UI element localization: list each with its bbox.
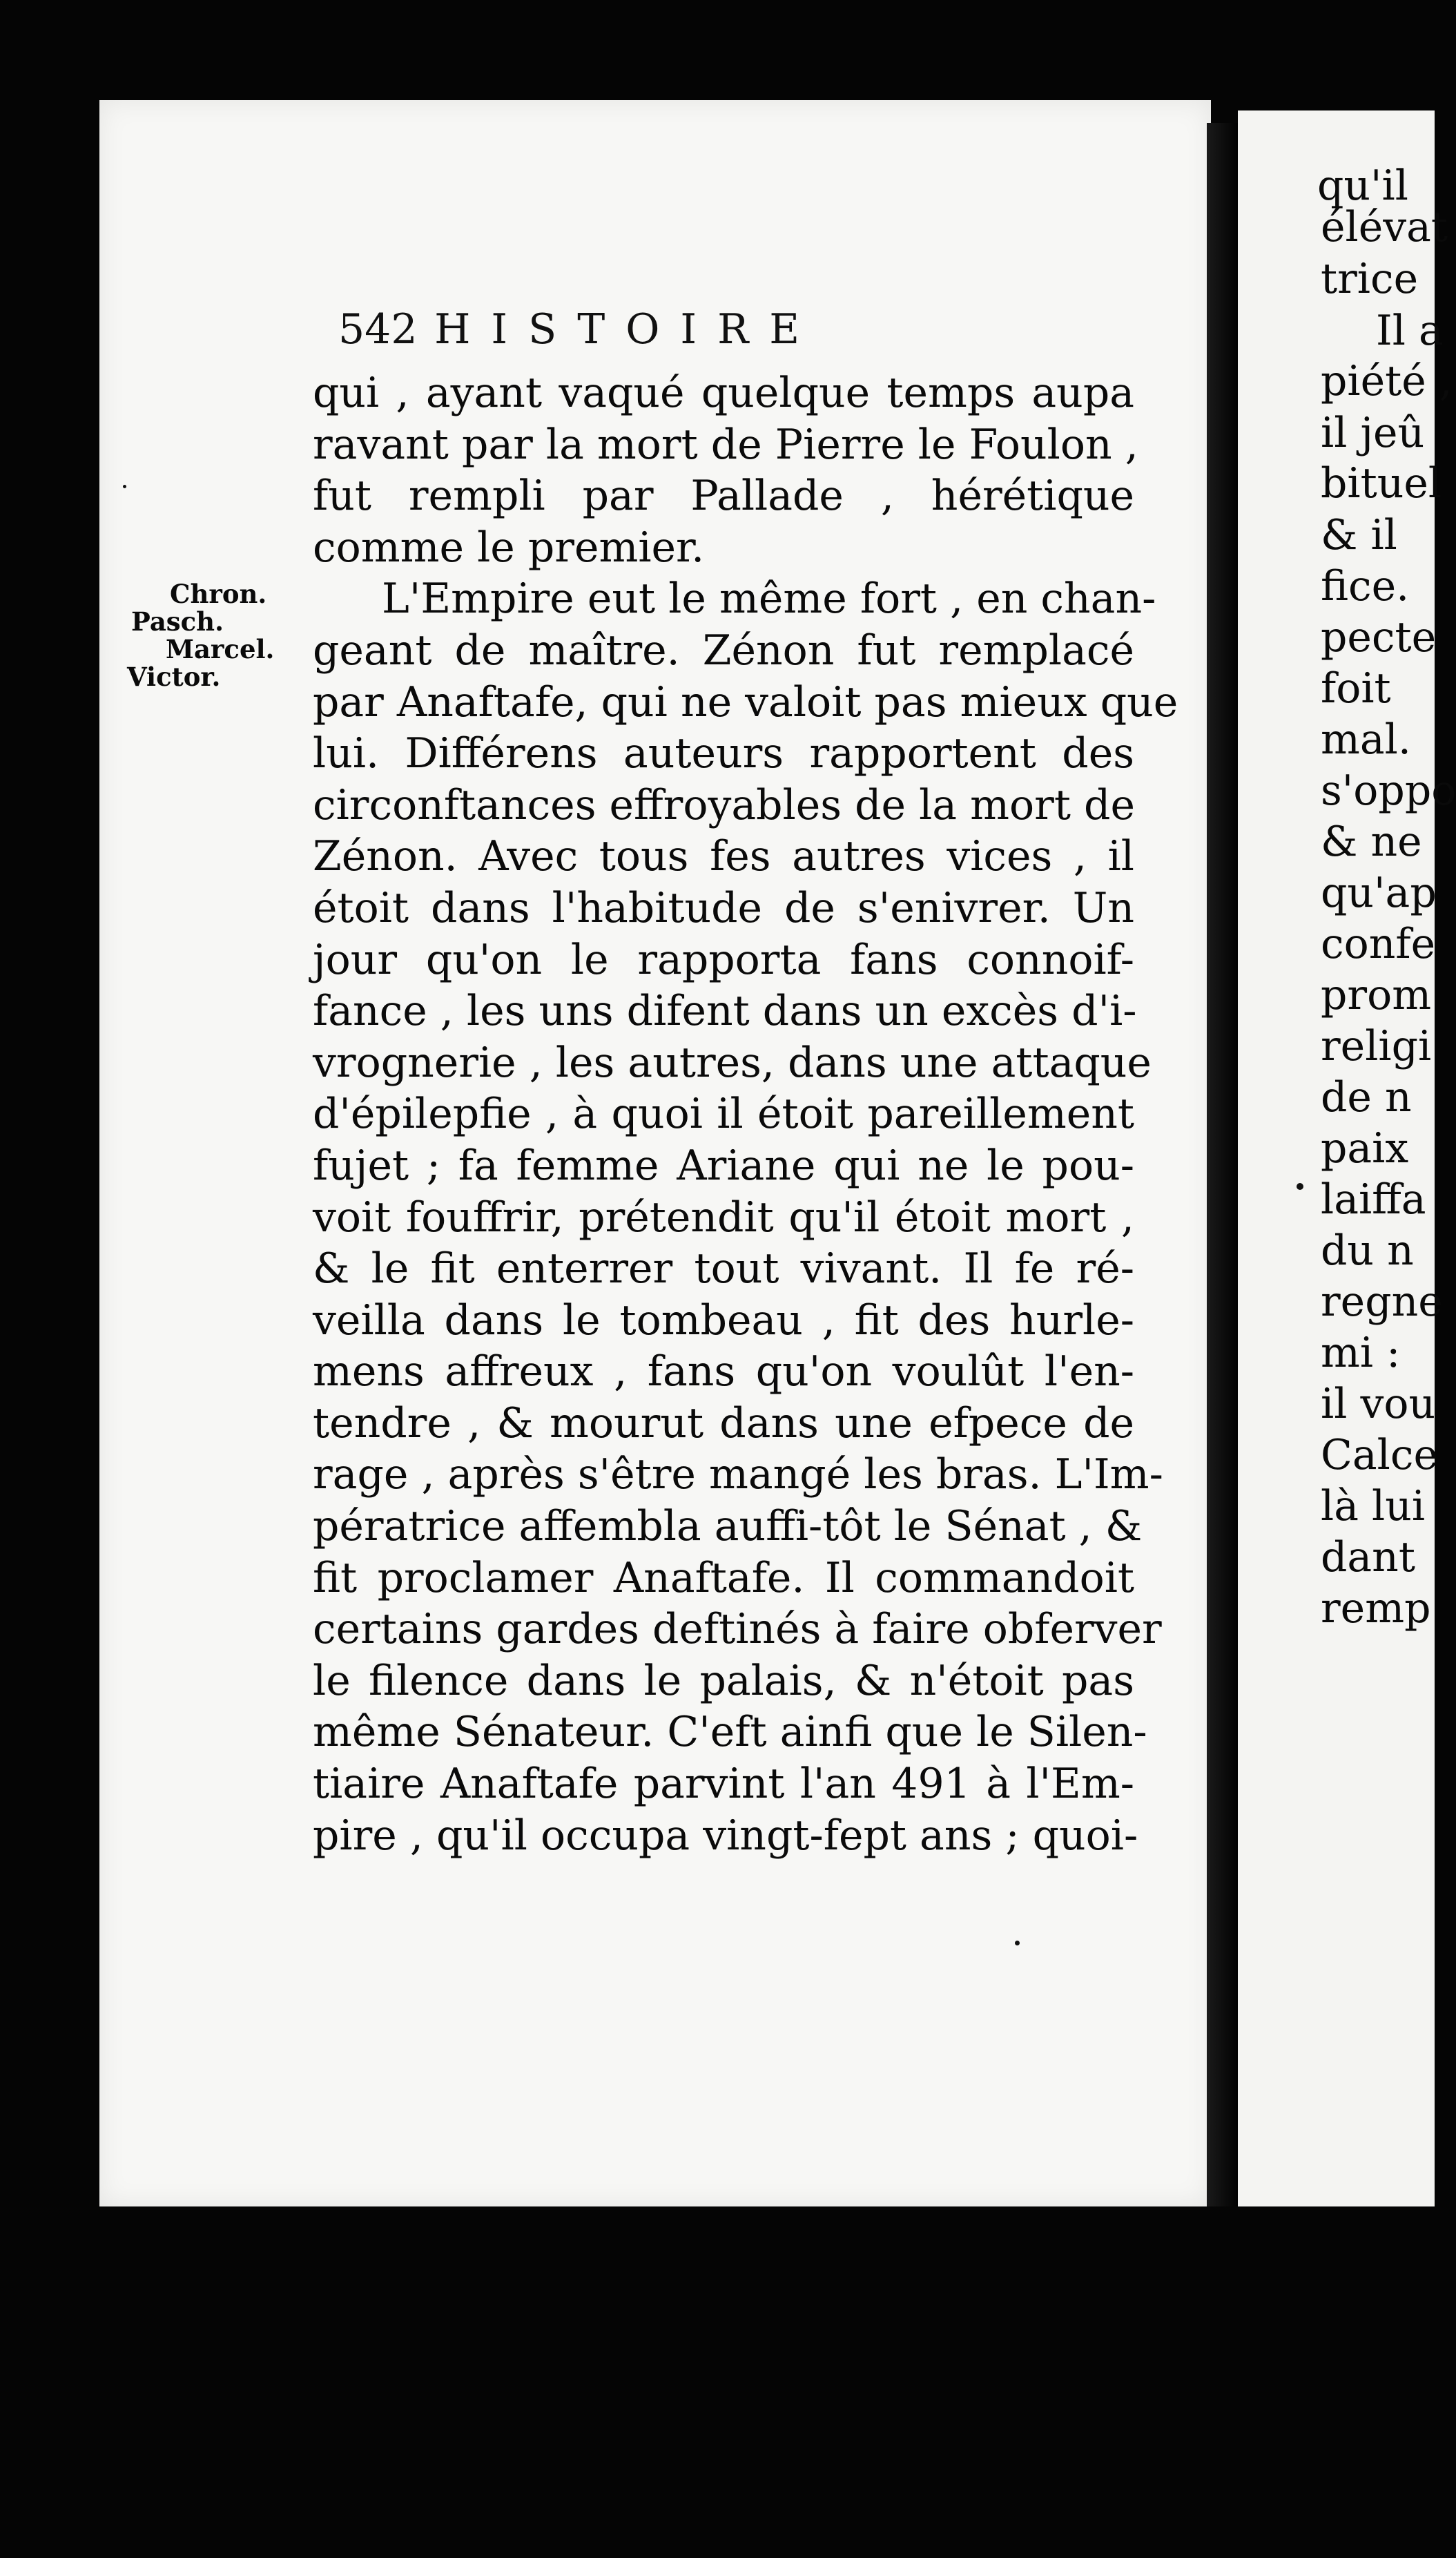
margin-note-line: Chron. xyxy=(170,579,267,609)
text-line: fujet ; fa femme Ariane qui ne le pou- xyxy=(313,1141,1134,1190)
next-page-line: foit xyxy=(1321,664,1391,713)
speck xyxy=(1015,1941,1020,1945)
next-page-line: qu'il xyxy=(1317,162,1408,210)
text-line: fance , les uns difent dans un excès d'i- xyxy=(313,987,1137,1036)
next-page-line: Calce xyxy=(1321,1431,1438,1479)
text-line: & le fit enterrer tout vivant. Il fe ré- xyxy=(313,1244,1134,1294)
text-line: d'épilepfie , à quoi il étoit pareillement xyxy=(313,1090,1134,1139)
page-header xyxy=(338,305,960,354)
text-line: même Sénateur. C'eft ainfi que le Silen- xyxy=(313,1708,1147,1757)
speck xyxy=(123,485,126,488)
next-page-line: remp xyxy=(1321,1584,1431,1633)
gutter-shadow xyxy=(1207,123,1240,2215)
text-line: fut rempli par Pallade , hérétique xyxy=(313,472,1134,521)
margin-note xyxy=(124,580,283,691)
next-page-line: pecte xyxy=(1321,613,1437,662)
text-line: mens affreux , fans qu'on voulût l'en- xyxy=(313,1347,1134,1396)
next-page-line: de n xyxy=(1321,1073,1412,1122)
margin-note-line: Marcel. xyxy=(166,634,275,664)
margin-note-line: Pasch. xyxy=(131,606,224,637)
text-line: par Anaftafe, qui ne valoit pas mieux que xyxy=(313,677,1178,727)
next-page-line: fice. xyxy=(1321,562,1410,610)
next-page-line: trice xyxy=(1321,255,1419,303)
next-page-line: mal. xyxy=(1321,715,1411,764)
next-page-line: s'oppo xyxy=(1321,767,1456,815)
next-page-line: élévat xyxy=(1321,203,1448,251)
next-page-line: qu'ap xyxy=(1321,869,1437,917)
next-page-line: religi xyxy=(1321,1022,1432,1070)
running-title: HISTOIRE xyxy=(434,305,821,354)
text-line: le filence dans le palais, & n'étoit pas xyxy=(313,1656,1134,1705)
scan-background-bottom xyxy=(0,2206,1435,2558)
next-page-line: Il a xyxy=(1376,307,1444,355)
text-line: vrognerie , les autres, dans une attaque xyxy=(313,1038,1152,1087)
right-page-fragment xyxy=(1238,110,1456,2220)
text-line: étoit dans l'habitude de s'enivrer. Un xyxy=(313,883,1134,932)
text-line: rage , après s'être mangé les bras. L'Im- xyxy=(313,1450,1163,1499)
next-page-line: piété , xyxy=(1321,357,1453,405)
text-line: ravant par la mort de Pierre le Foulon , xyxy=(313,420,1138,469)
text-line: tiaire Anaftafe parvint l'an 491 à l'Em- xyxy=(313,1760,1134,1809)
text-line: circonftances effroyables de la mort de xyxy=(313,780,1135,829)
text-line: pératrice affembla auffi-tôt le Sénat , & xyxy=(313,1502,1143,1551)
text-line: comme le premier. xyxy=(313,523,705,572)
next-page-line: il vou xyxy=(1321,1380,1436,1428)
next-page-line: bituel xyxy=(1321,459,1442,508)
page-number: 542 xyxy=(338,305,418,354)
body-text xyxy=(313,367,1178,1861)
next-page-line: prom xyxy=(1321,971,1432,1019)
text-line: qui , ayant vaqué quelque temps aupa xyxy=(313,369,1134,417)
text-line: Zénon. Avec tous fes autres vices , il xyxy=(313,832,1134,881)
next-page-line: paix xyxy=(1321,1124,1409,1173)
next-page-line: regne xyxy=(1321,1278,1443,1326)
speck xyxy=(1297,1183,1303,1190)
text-line: certains gardes deftinés à faire obferver xyxy=(313,1605,1162,1654)
text-line: lui. Différens auteurs rapportent des xyxy=(313,729,1134,778)
text-line: veilla dans le tombeau , fit des hurle- xyxy=(313,1296,1134,1345)
margin-note-line: Victor. xyxy=(127,662,221,692)
next-page-line: il jeû xyxy=(1321,409,1425,457)
text-line: jour qu'on le rapporta fans connoif- xyxy=(313,935,1134,984)
next-page-line: dant xyxy=(1321,1533,1415,1581)
next-page-line: là lui xyxy=(1321,1482,1426,1530)
text-line: pire , qu'il occupa vingt-fept ans ; quoi- xyxy=(313,1811,1138,1860)
next-page-line: du n xyxy=(1321,1227,1414,1275)
next-page-line: & ne xyxy=(1321,818,1422,866)
next-page-line: confe xyxy=(1321,920,1436,968)
next-page-line: & il xyxy=(1321,511,1397,559)
text-line: voit fouffrir, prétendit qu'il étoit mort , xyxy=(313,1193,1134,1242)
text-line: fit proclamer Anaftafe. Il commandoit xyxy=(313,1553,1134,1602)
next-page-line: laiffa xyxy=(1321,1175,1426,1224)
next-page-line: mi : xyxy=(1321,1329,1401,1377)
text-line: L'Empire eut le même fort , en chan- xyxy=(382,575,1156,624)
text-line: geant de maître. Zénon fut remplacé xyxy=(313,626,1134,675)
text-line: tendre , & mourut dans une efpece de xyxy=(313,1398,1134,1448)
